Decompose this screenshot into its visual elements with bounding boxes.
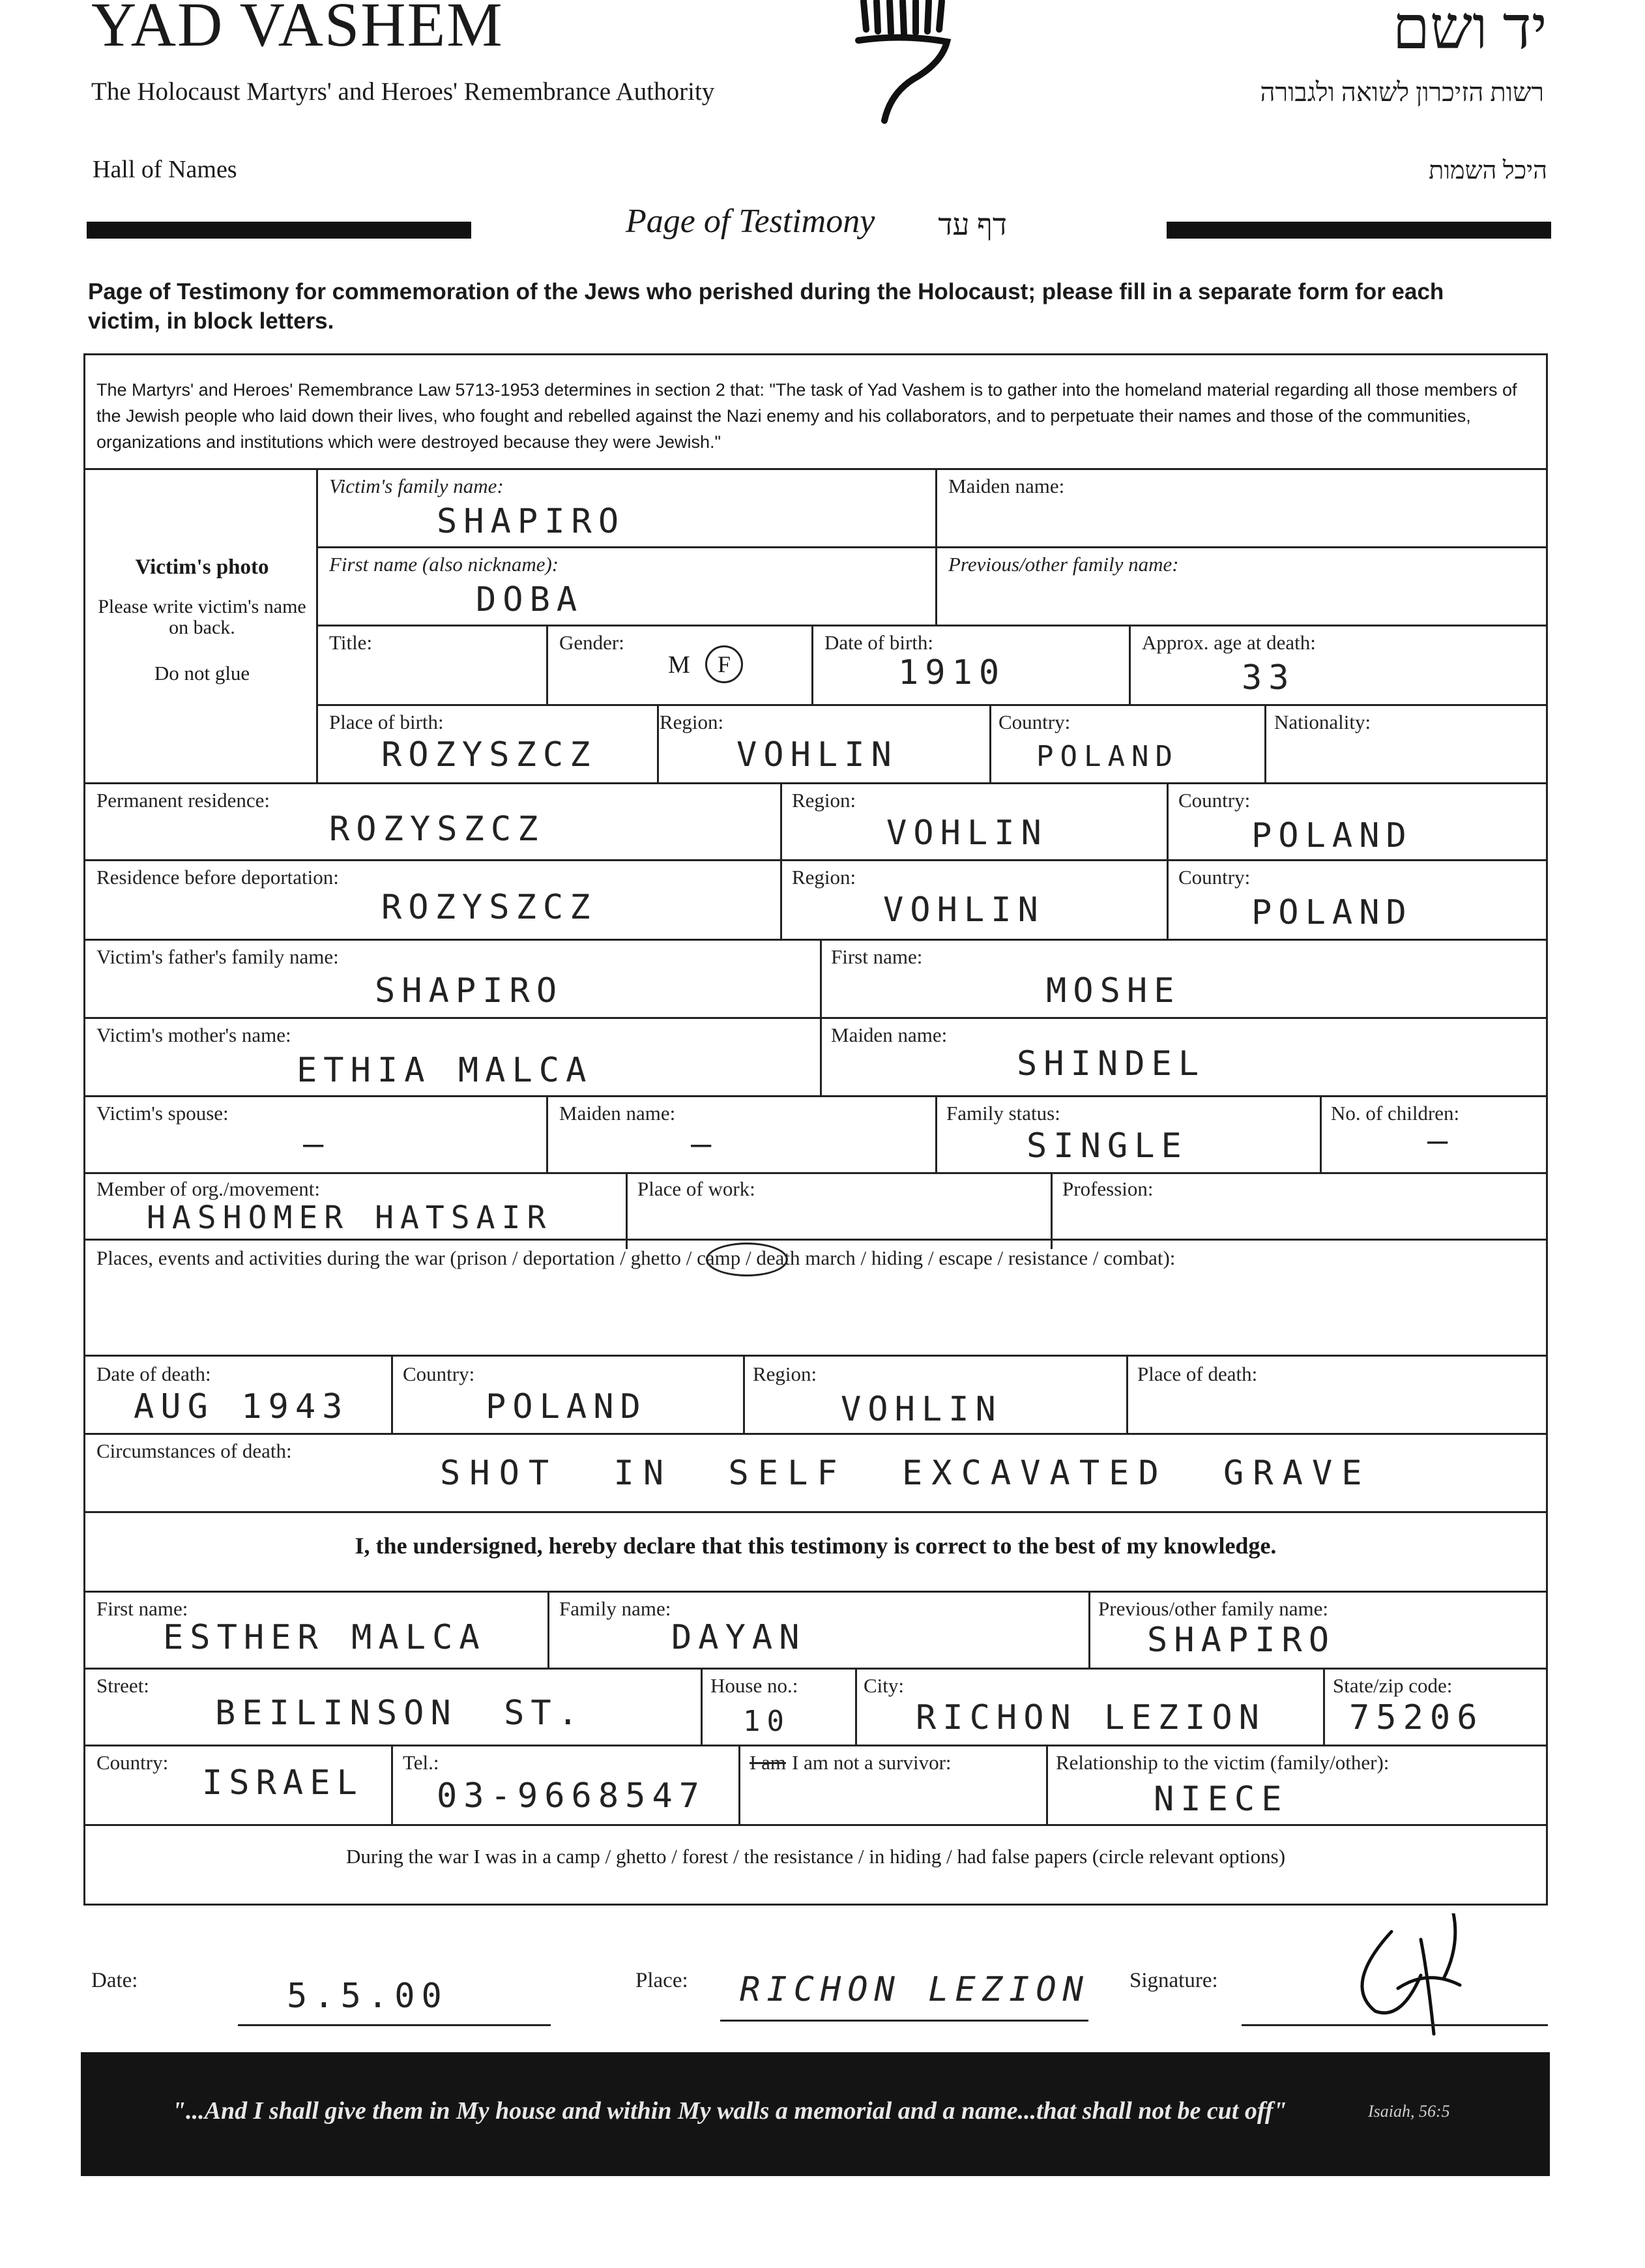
form-border-top <box>83 353 1548 355</box>
title-bar-right <box>1167 222 1551 239</box>
footer-band <box>81 2052 1550 2176</box>
form-title-hebrew: דף עד <box>938 208 1007 241</box>
menorah-logo <box>844 0 961 130</box>
father-first-label: First name: <box>831 945 923 968</box>
rule <box>1320 1095 1322 1172</box>
form-border-right <box>1546 353 1548 1905</box>
war-status-options: During the war I was in a camp / ghetto / forest / the resistance / in hiding / had false papers (circle relevant options) <box>345 1845 1286 1868</box>
deport-region-label: Region: <box>792 866 856 889</box>
father-name-label: Victim's father's family name: <box>96 945 339 968</box>
previous-name-label: Previous/other family name: <box>948 553 1179 576</box>
rule <box>83 1355 1548 1357</box>
perm-region-value: VOHLIN <box>886 814 1048 853</box>
hall-of-names: Hall of Names <box>93 156 237 183</box>
title-bar-left <box>87 222 471 239</box>
form-border-left <box>83 353 85 1905</box>
rule <box>811 625 813 704</box>
house-label: House no.: <box>710 1674 798 1697</box>
rule <box>316 704 1548 706</box>
rule <box>83 1095 1548 1097</box>
zip-value: 75206 <box>1349 1698 1484 1737</box>
place-label: Place: <box>635 1969 688 1992</box>
spouse-maiden-value: – <box>691 1125 718 1164</box>
spouse-value: – <box>303 1125 330 1164</box>
signature-mark <box>1330 1913 1492 2037</box>
rule <box>935 1095 937 1172</box>
declaration: I, the undersigned, hereby declare that this testimony is correct to the best of my knowledge. <box>355 1533 1277 1559</box>
rule <box>657 704 659 782</box>
father-name-value: SHAPIRO <box>375 971 564 1010</box>
death-country-value: POLAND <box>486 1387 647 1426</box>
org-value: HASHOMER HATSAIR <box>147 1200 553 1236</box>
rule <box>83 939 1548 941</box>
family-status-label: Family status: <box>946 1102 1060 1125</box>
pob-country-value: POLAND <box>1036 740 1179 773</box>
rule <box>83 1172 1548 1174</box>
gender-label: Gender: <box>559 631 624 654</box>
age-label: Approx. age at death: <box>1142 631 1316 654</box>
org-label: Member of org./movement: <box>96 1177 320 1200</box>
dob-label: Date of birth: <box>824 631 934 654</box>
rule <box>83 1824 1548 1826</box>
sub-first-value: ESTHER MALCA <box>163 1618 486 1657</box>
family-name-label: Victim's family name: <box>329 475 504 497</box>
rule <box>83 1511 1548 1513</box>
place-of-death-label: Place of death: <box>1137 1362 1258 1385</box>
spouse-label: Victim's spouse: <box>96 1102 229 1125</box>
rule <box>391 1355 393 1433</box>
sub-previous-value: SHAPIRO <box>1147 1621 1336 1660</box>
spouse-maiden-label: Maiden name: <box>559 1102 676 1125</box>
rule <box>83 1433 1548 1435</box>
profession-label: Profession: <box>1062 1177 1154 1200</box>
pob-region-label: Region: <box>660 711 724 733</box>
law-text: The Martyrs' and Heroes' Remembrance Law 5713-1953 determines in section 2 that: "The task of Yad Vashem is to gather into the homeland material regarding all those members of the Jewish people who laid down their lives, who fought and rebelled against the Nazi enemy and his collaborators, and to perpetuate their names and those of the communities, organizations and institutions which were destroyed because they were Jewish." <box>96 380 1517 452</box>
org-subtitle: The Holocaust Martyrs' and Heroes' Remembrance Authority <box>91 78 715 106</box>
rule <box>83 1239 1548 1241</box>
sub-family-value: DAYAN <box>671 1618 806 1657</box>
rule <box>83 1591 1548 1593</box>
rule <box>1051 1172 1053 1249</box>
hall-of-names-hebrew: היכל השמות <box>1429 157 1547 184</box>
street-label: Street: <box>96 1674 149 1697</box>
maiden-name-label: Maiden name: <box>948 475 1065 497</box>
intro-text: Page of Testimony for commemoration of the Jews who perished during the Holocaust; please fill in a separate form for each victim, in block letters. <box>88 279 1444 334</box>
photo-instruction: Please write victim's name on back. <box>98 596 306 638</box>
mother-name-value: ETHIA MALCA <box>297 1051 593 1090</box>
family-name-value: SHAPIRO <box>437 502 626 541</box>
footer-quote: "...And I shall give them in My house and within My walls a memorial and a name...that shall not be cut off" <box>172 2097 1287 2125</box>
city-value: RICHON LEZION <box>916 1698 1266 1737</box>
deport-residence-value: ROZYSZCZ <box>381 888 597 927</box>
circumstances-label: Circumstances of death: <box>96 1439 292 1462</box>
rule <box>1129 625 1131 704</box>
rule <box>316 546 1548 548</box>
sub-previous-label: Previous/other family name: <box>1098 1597 1328 1620</box>
street-value: BEILINSON ST. <box>215 1694 585 1733</box>
rule <box>1126 1355 1128 1433</box>
footer-citation: Isaiah, 56:5 <box>1368 2102 1450 2121</box>
dod-value: AUG 1943 <box>134 1387 349 1426</box>
place-value: RICHON LEZION <box>740 1970 1090 2009</box>
war-places-label: Places, events and activities during the war (prison / deportation / ghetto / camp / death march / hiding / escape / resistance / combat): <box>96 1246 1176 1269</box>
zip-label: State/zip code: <box>1333 1674 1453 1697</box>
perm-country-label: Country: <box>1178 789 1251 812</box>
pob-country-label: Country: <box>998 711 1071 733</box>
tel-value: 03-9668547 <box>437 1776 706 1816</box>
relationship-label: Relationship to the victim (family/other): <box>1056 1751 1390 1774</box>
deport-residence-label: Residence before deportation: <box>96 866 339 889</box>
death-region-label: Region: <box>753 1362 817 1385</box>
rule <box>83 1017 1548 1019</box>
rule <box>83 1668 1548 1670</box>
date-value: 5.5.00 <box>287 1977 448 2016</box>
rule <box>1046 1745 1048 1824</box>
rule <box>989 704 991 782</box>
rule <box>1264 704 1266 782</box>
rule <box>855 1668 857 1745</box>
sub-family-label: Family name: <box>559 1597 671 1620</box>
rule <box>83 1745 1548 1746</box>
house-value: 10 <box>743 1705 791 1738</box>
deport-country-label: Country: <box>1178 866 1251 889</box>
age-value: 33 <box>1242 658 1296 698</box>
perm-residence-label: Permanent residence: <box>96 789 270 812</box>
pob-value: ROZYSZCZ <box>381 735 597 774</box>
title-label: Title: <box>329 631 373 654</box>
perm-region-label: Region: <box>792 789 856 812</box>
rule <box>738 1745 740 1824</box>
sub-first-label: First name: <box>96 1597 188 1620</box>
rule <box>701 1668 703 1745</box>
rule <box>546 625 548 704</box>
rule <box>743 1355 745 1433</box>
survivor-struck: I am <box>750 1751 786 1774</box>
rule <box>83 468 1548 470</box>
nationality-label: Nationality: <box>1274 711 1371 733</box>
first-name-label: First name (also nickname): <box>329 553 559 576</box>
rule <box>83 859 1548 861</box>
org-subtitle-hebrew: רשות הזיכרון לשואה ולגבורה <box>1260 78 1544 107</box>
photo-title: Victim's photo <box>135 555 269 579</box>
dob-value: 1910 <box>898 653 1006 692</box>
rule <box>83 782 1548 784</box>
rule <box>626 1172 628 1249</box>
rule <box>547 1591 549 1668</box>
rule <box>238 2024 551 2026</box>
circumstances-value: SHOT IN SELF EXCAVATED GRAVE <box>440 1454 1371 1493</box>
sub-country-value: ISRAEL <box>202 1763 364 1803</box>
rule <box>720 2020 1088 2022</box>
org-name-hebrew: יד ושם <box>1392 0 1547 61</box>
rule <box>391 1745 393 1824</box>
pob-region-value: VOHLIN <box>736 735 898 774</box>
photo-no-glue: Do not glue <box>154 662 250 685</box>
gender-option-m: M <box>668 651 690 679</box>
deport-region-value: VOHLIN <box>883 891 1045 930</box>
survivor-label: I am not a survivor: <box>792 1751 952 1774</box>
first-name-value: DOBA <box>476 580 584 619</box>
father-first-value: MOSHE <box>1046 971 1181 1010</box>
org-name: YAD VASHEM <box>91 0 504 59</box>
dod-label: Date of death: <box>96 1362 211 1385</box>
perm-country-value: POLAND <box>1251 816 1413 855</box>
rule <box>1242 2024 1548 2026</box>
gender-selected-f: F <box>705 645 743 683</box>
city-label: City: <box>864 1674 905 1697</box>
mother-maiden-value: SHINDEL <box>1017 1044 1206 1083</box>
ghetto-circle <box>706 1243 788 1276</box>
rule <box>1323 1668 1325 1745</box>
children-value: – <box>1427 1121 1455 1160</box>
form-border-bottom <box>83 1904 1548 1906</box>
work-label: Place of work: <box>637 1177 755 1200</box>
perm-residence-value: ROZYSZCZ <box>329 810 545 849</box>
death-country-label: Country: <box>403 1362 475 1385</box>
mother-maiden-label: Maiden name: <box>831 1024 948 1046</box>
family-status-value: SINGLE <box>1026 1127 1188 1166</box>
deport-country-value: POLAND <box>1251 893 1413 932</box>
rule <box>546 1095 548 1172</box>
rule <box>1088 1591 1090 1668</box>
children-label: No. of children: <box>1331 1102 1460 1125</box>
death-region-value: VOHLIN <box>841 1390 1002 1429</box>
form-title: Page of Testimony <box>626 203 875 240</box>
date-label: Date: <box>91 1969 138 1992</box>
rule <box>316 625 1548 626</box>
signature-label: Signature: <box>1129 1969 1218 1992</box>
sub-country-label: Country: <box>96 1751 169 1774</box>
mother-name-label: Victim's mother's name: <box>96 1024 291 1046</box>
pob-label: Place of birth: <box>329 711 444 733</box>
tel-label: Tel.: <box>403 1751 439 1774</box>
relationship-value: NIECE <box>1154 1780 1288 1819</box>
